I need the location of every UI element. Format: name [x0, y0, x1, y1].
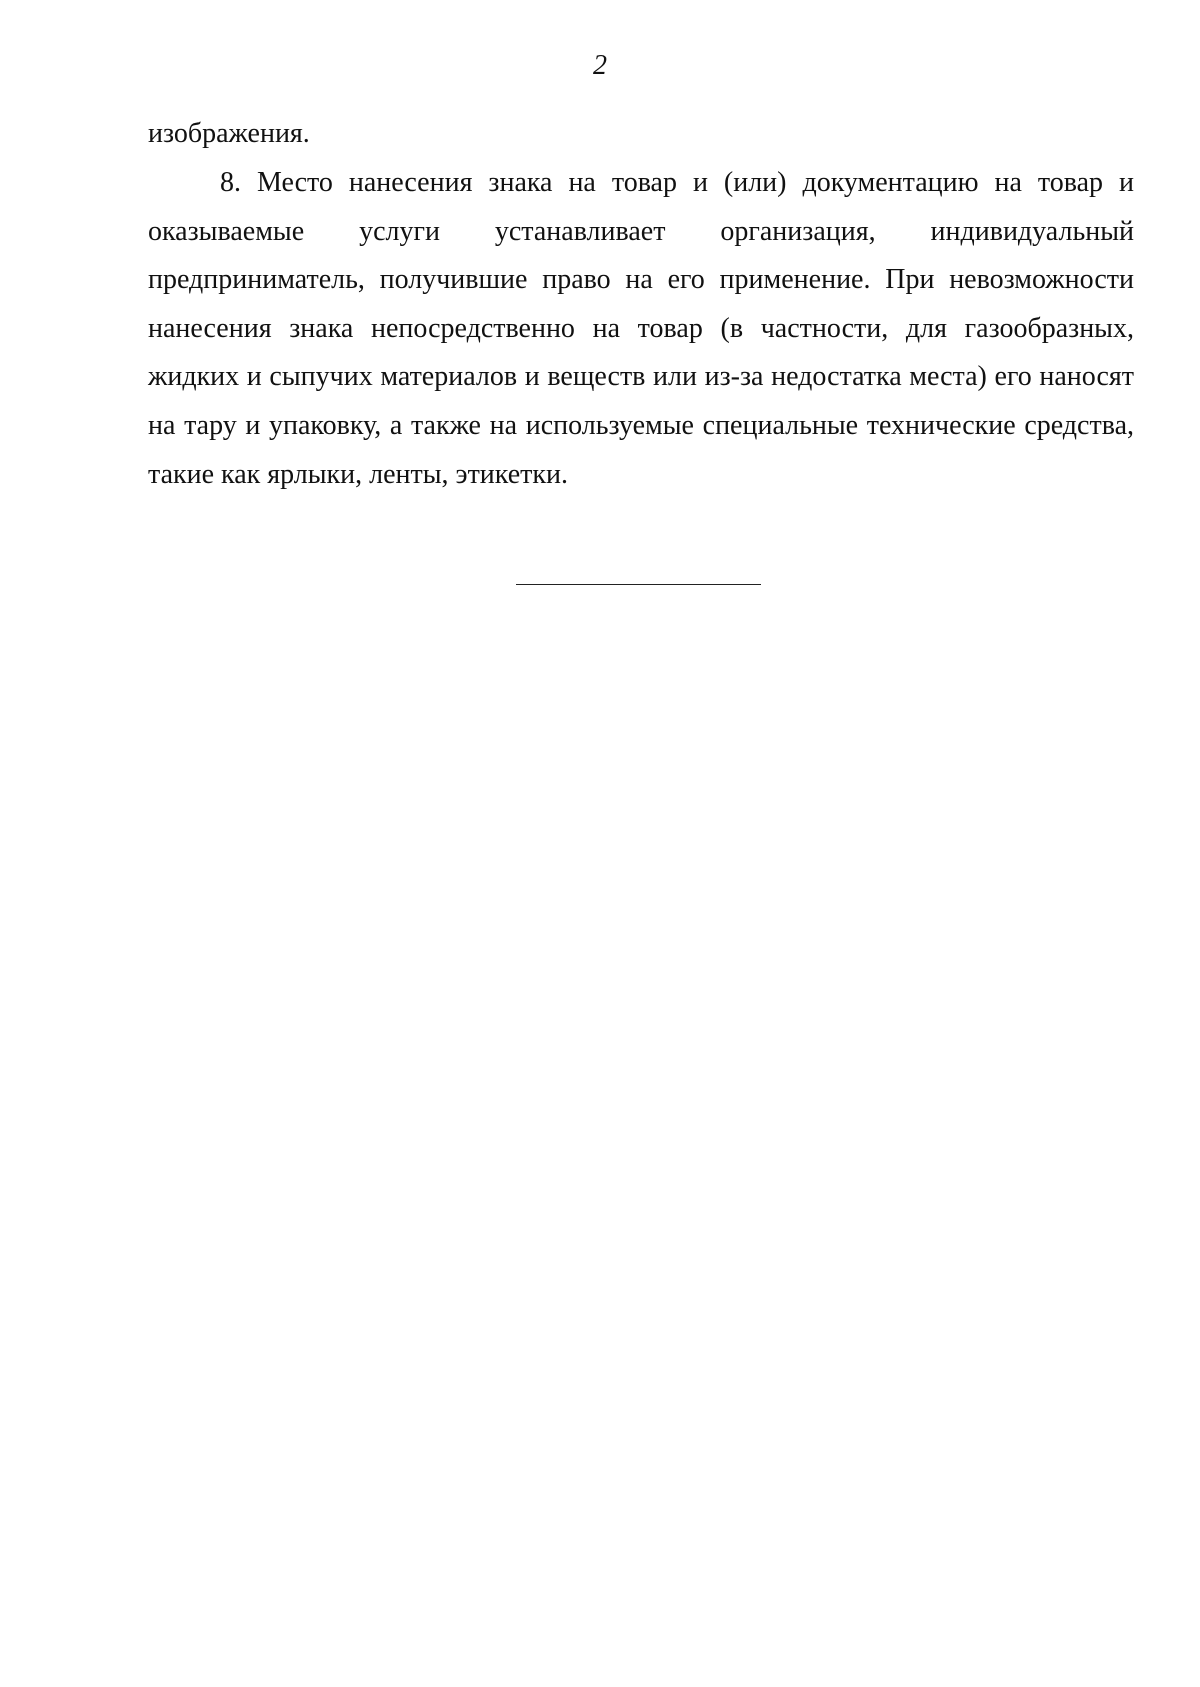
page-number: 2	[593, 50, 607, 81]
continuation-text: изображения.	[148, 118, 310, 149]
paragraph-8: 8. Место нанесения знака на товар и (или) документацию на товар и оказываемые услуги устанавливает организация, индивидуальный предприниматель, получившие право на его применение. При невозможности нанесения знака непосредственно на товар (в частности, для газообразных, жидких и сыпучих материалов и веществ или из-за недостатка места) его наносят на тару и упаковку, а также на используемые специальные технические средства, такие как ярлыки, ленты, этикетки.	[148, 167, 1134, 490]
end-of-text-divider	[516, 584, 761, 585]
